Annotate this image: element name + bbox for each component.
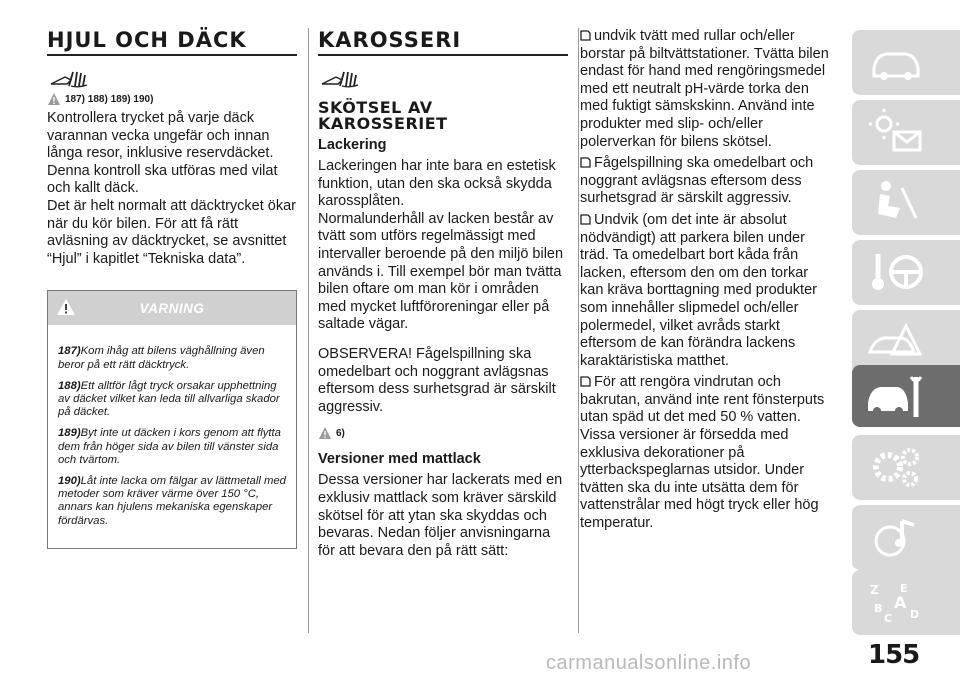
section-heading-hjul: HJUL OCH DÄCK	[47, 28, 297, 56]
list-item: För att rengöra vindrutan och bakrutan, använd inte rent fönsterputs utan späd ut det med 50 % vatten. Vissa versioner är försedda med exklusiva dekorationer på ytterbackspeglarnas utsidor. Under tvätten ska du inte utsätta dem för vattenstrålar med högt tryck eller hög temperatur.	[580, 374, 825, 532]
warning-triangle-icon	[47, 92, 61, 106]
checkbox-bullet-icon	[580, 157, 591, 168]
paragraph-tire-check: Kontrollera trycket på varje däck varannan vecka ungefär och innan långa resor, inklusive reservdäcket. Denna kontroll ska utföras med vilat och kallt däck.	[47, 110, 278, 197]
checkbox-bullet-icon	[580, 30, 591, 41]
column-mattlack-list	[580, 28, 830, 533]
svg-text:B: B	[874, 602, 883, 615]
paragraph-observera: OBSERVERA! Fågelspillning ska omedelbart och noggrant avlägsnas eftersom dess surhetsgrad är särskilt aggressiv.	[318, 345, 556, 415]
paragraph-tire-pressure: Det är helt normalt att däcktrycket ökar när du kör bilen. För att få rätt avläsning av däcktrycket, se avsnittet “Hjul” i kapitlet “Tekniska data”.	[47, 197, 297, 267]
warning-item: 187)Kom ihåg att bilens väghållning även beror på ett rätt däcktryck.	[58, 345, 265, 371]
tab-starting-driving[interactable]	[852, 240, 960, 305]
hand-glove-icon	[49, 68, 95, 88]
warning-references	[47, 92, 297, 106]
subsection-lackering: Lackering	[318, 137, 387, 153]
svg-text:E: E	[900, 582, 908, 595]
warning-reference	[318, 426, 568, 440]
tab-safety[interactable]	[852, 170, 960, 235]
svg-text:C: C	[884, 612, 893, 625]
car-maintenance-icon	[866, 373, 926, 421]
hand-glove-icon	[320, 68, 366, 88]
tab-multimedia[interactable]	[852, 505, 960, 570]
section-heading-karosseri: KAROSSERI	[318, 28, 568, 56]
page-number: 155	[868, 640, 920, 670]
car-dashboard-icon	[866, 38, 926, 86]
specs-gears-icon	[866, 443, 926, 491]
index-letters-icon	[866, 578, 926, 626]
key-steering-icon	[866, 248, 926, 296]
warning-item: 190)Låt inte lacka om fälgar av lättmetall med metoder som kräver värme över 150 °C, annars kan hjulens mekaniska egenskaper fördärvas.	[58, 474, 286, 527]
checkbox-bullet-icon	[580, 376, 591, 387]
watermark: carmanualsonline.info	[546, 652, 752, 674]
column-divider	[308, 28, 309, 633]
multimedia-icon	[866, 513, 926, 561]
tab-index[interactable]	[852, 570, 960, 635]
svg-text:Z: Z	[870, 583, 879, 597]
list-item: Fågelspillning ska omedelbart och noggrant avlägsnas eftersom dess surhetsgrad är särskilt aggressiv.	[580, 155, 814, 207]
paragraph-lackering-1: Lackeringen har inte bara en estetisk funktion, utan den ska också skydda karossplåten.	[318, 158, 556, 210]
tab-warning-lights[interactable]	[852, 100, 960, 165]
warning-title: VARNING	[139, 300, 205, 316]
reference-numbers: 187) 188) 189) 190)	[65, 93, 154, 105]
paragraph-lackering-2: Normalunderhåll av lacken består av tvätt som utförs regelmässigt med intervaller beroende på den miljö bilen används i. Till exempel bör man tvätta bilen oftare om man kör i områden med mycket luftföroreningar eller på saltade vägar.	[318, 210, 564, 333]
list-item: Undvik (om det inte är absolut nödvändigt) att parkera bilen under träd. Ta omedelbart bort kåda från lacken, eftersom den om den torkar kan kräva borttagning med produkter som innehåller slipmedel och/eller polermedel, vilket avråds starkt eftersom de kan förändra lackens karaktäristiska matthet.	[580, 211, 817, 369]
column-hjul-och-dack	[47, 28, 297, 549]
checkbox-bullet-icon	[580, 214, 591, 225]
breakdown-icon	[866, 318, 926, 366]
paragraph-mattlack: Dessa versioner har lackerats med en exklusiv mattlack som kräver särskild skötsel för att ytan ska skyddas och bevaras. Nedan följer anvisningarna för att bevara den på rätt sätt:	[318, 472, 563, 559]
warning-triangle-icon	[318, 426, 332, 440]
warning-box	[47, 290, 297, 548]
seat-airbag-icon	[866, 178, 926, 226]
tab-maintenance[interactable]	[852, 365, 960, 427]
warning-item: 188)Ett alltför lågt tryck orsakar upphettning av däcket vilket kan leda till allvarliga skador på däcket.	[58, 379, 280, 419]
subheading-skotsel: SKÖTSEL AV KAROSSERIET	[318, 98, 448, 133]
warning-box-body	[48, 325, 296, 547]
svg-text:D: D	[910, 608, 920, 621]
tab-dashboard[interactable]	[852, 30, 960, 95]
warning-triangle-icon	[56, 298, 76, 316]
warning-lights-icon	[866, 108, 926, 156]
column-karosseri	[318, 28, 568, 560]
list-item: undvik tvätt med rullar och/eller borstar på biltvättstationer. Tvätta bilen endast för hand med rengöringsmedel med ett neutralt pH-värde torka den med fuktigt sämskskinn. Använd inte produkter med slip- och/eller polerverkan för bilens skötsel.	[580, 28, 829, 150]
warning-box-header	[48, 291, 296, 325]
warning-item: 189)Byt inte ut däcken i kors genom att flytta dem från höger sida av bilen till vänster sida och tvärtom.	[58, 427, 281, 466]
tab-technical-data[interactable]	[852, 435, 960, 500]
subsection-mattlack: Versioner med mattlack	[318, 451, 481, 468]
svg-text:A: A	[894, 593, 907, 612]
reference-number: 6)	[336, 427, 345, 439]
column-divider	[578, 28, 579, 633]
